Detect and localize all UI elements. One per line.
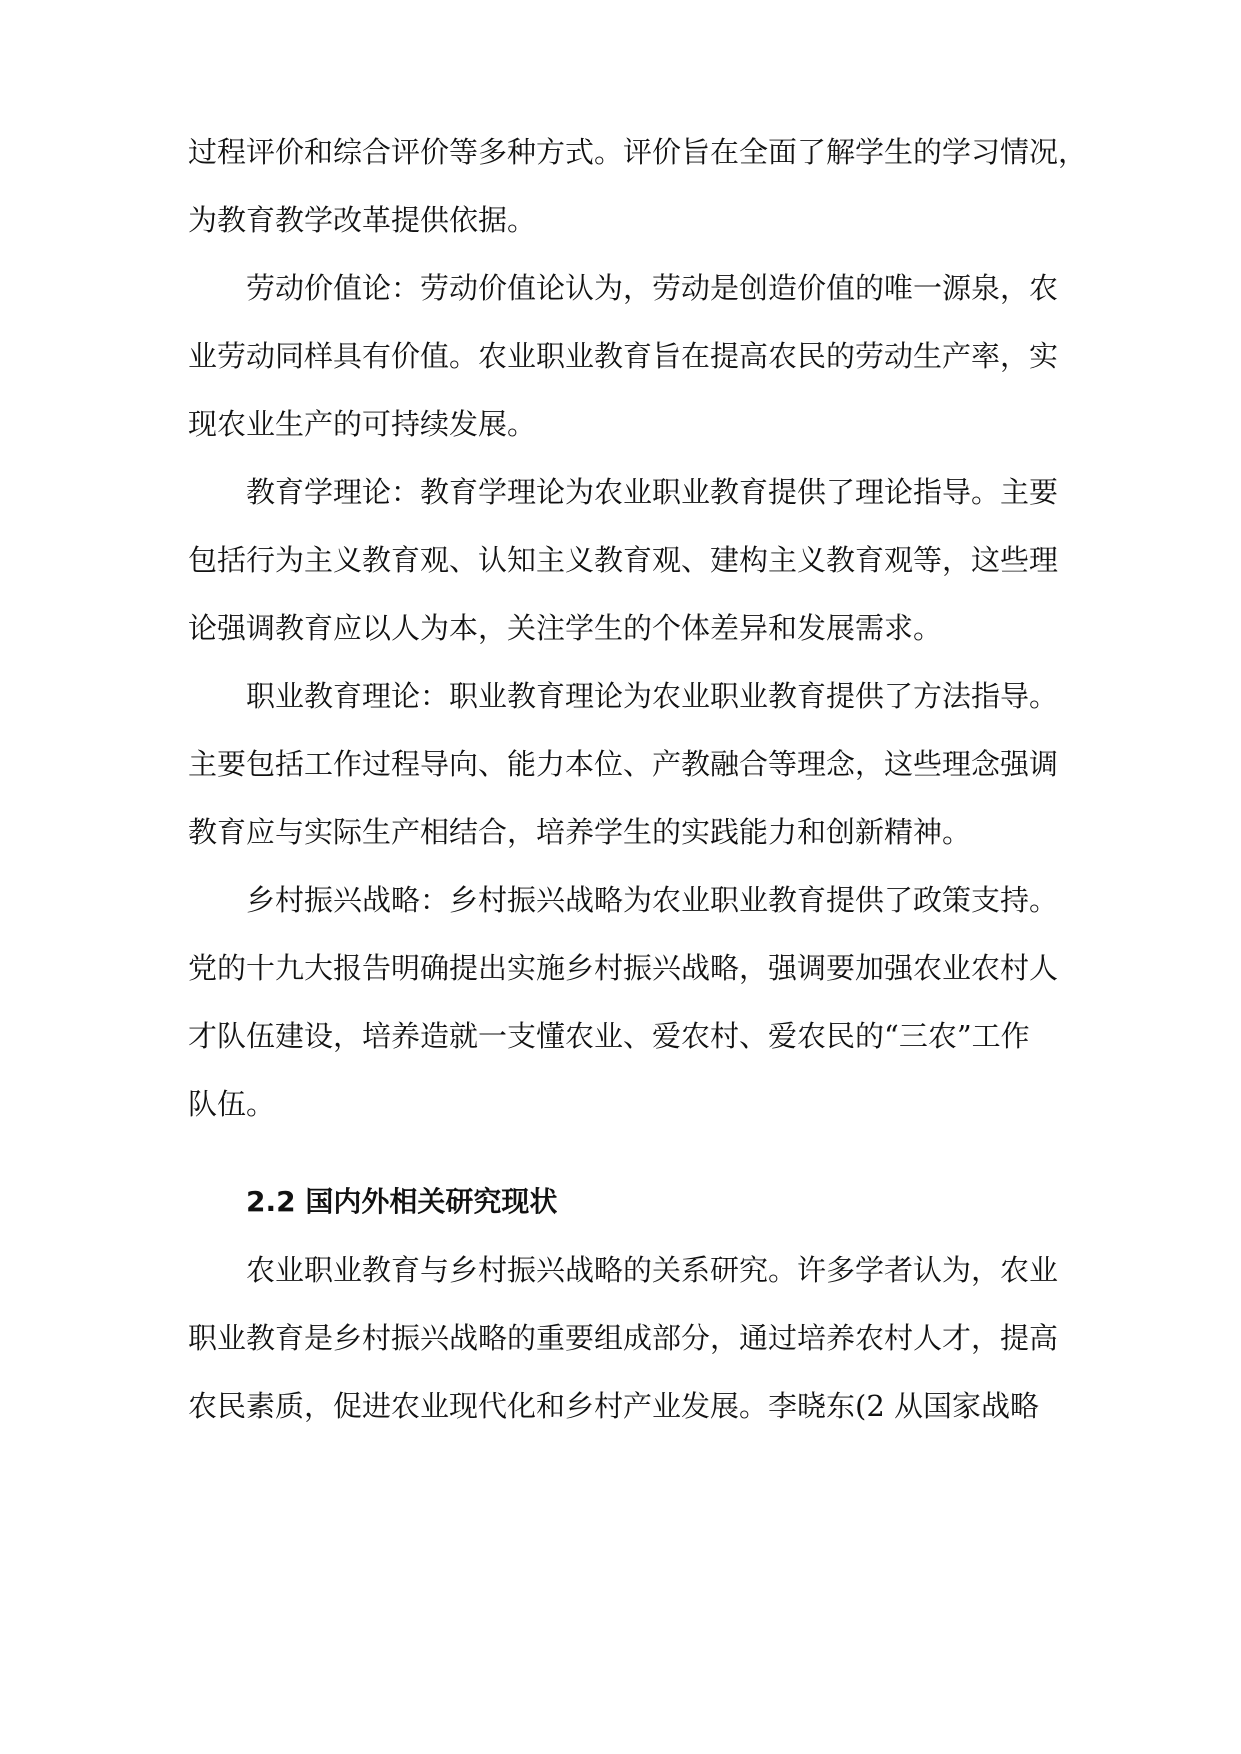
paragraph-labor-value-theory: 劳动价值论：劳动价值论认为，劳动是创造价值的唯一源泉，农 [246,271,1059,305]
body-text-line: 农民素质，促进农业现代化和乡村产业发展。李晓东(2 从国家战略 [188,1389,1039,1423]
paragraph-vocational-education-theory: 职业教育理论：职业教育理论为农业职业教育提供了方法指导。 [246,679,1059,713]
body-text-line: 队伍。 [188,1087,276,1121]
body-text-line: 为教育教学改革提供依据。 [188,203,537,237]
section-heading: 2.2 国内外相关研究现状 [246,1185,558,1218]
body-text-line: 职业教育是乡村振兴战略的重要组成部分，通过培养农村人才，提高 [188,1321,1059,1355]
paragraph-education-theory: 教育学理论：教育学理论为农业职业教育提供了理论指导。主要 [246,475,1059,509]
body-text-line: 包括行为主义教育观、认知主义教育观、建构主义教育观等，这些理 [188,543,1059,577]
body-text-line: 党的十九大报告明确提出实施乡村振兴战略，强调要加强农业农村人 [188,951,1059,985]
body-text-line: 过程评价和综合评价等多种方式。评价旨在全面了解学生的学习情况， [188,135,1088,169]
body-text-line: 现农业生产的可持续发展。 [188,407,537,441]
body-text-line: 业劳动同样具有价值。农业职业教育旨在提高农民的劳动生产率，实 [188,339,1059,373]
paragraph-research-status: 农业职业教育与乡村振兴战略的关系研究。许多学者认为，农业 [246,1253,1059,1287]
body-text-line: 主要包括工作过程导向、能力本位、产教融合等理念，这些理念强调 [188,747,1059,781]
body-text-line: 论强调教育应以人为本，关注学生的个体差异和发展需求。 [188,611,943,645]
body-text-line: 才队伍建设，培养造就一支懂农业、爱农村、爱农民的“三农”工作 [188,1019,1030,1053]
paragraph-rural-revitalization: 乡村振兴战略：乡村振兴战略为农业职业教育提供了政策支持。 [246,883,1059,917]
body-text-line: 教育应与实际生产相结合，培养学生的实践能力和创新精神。 [188,815,972,849]
